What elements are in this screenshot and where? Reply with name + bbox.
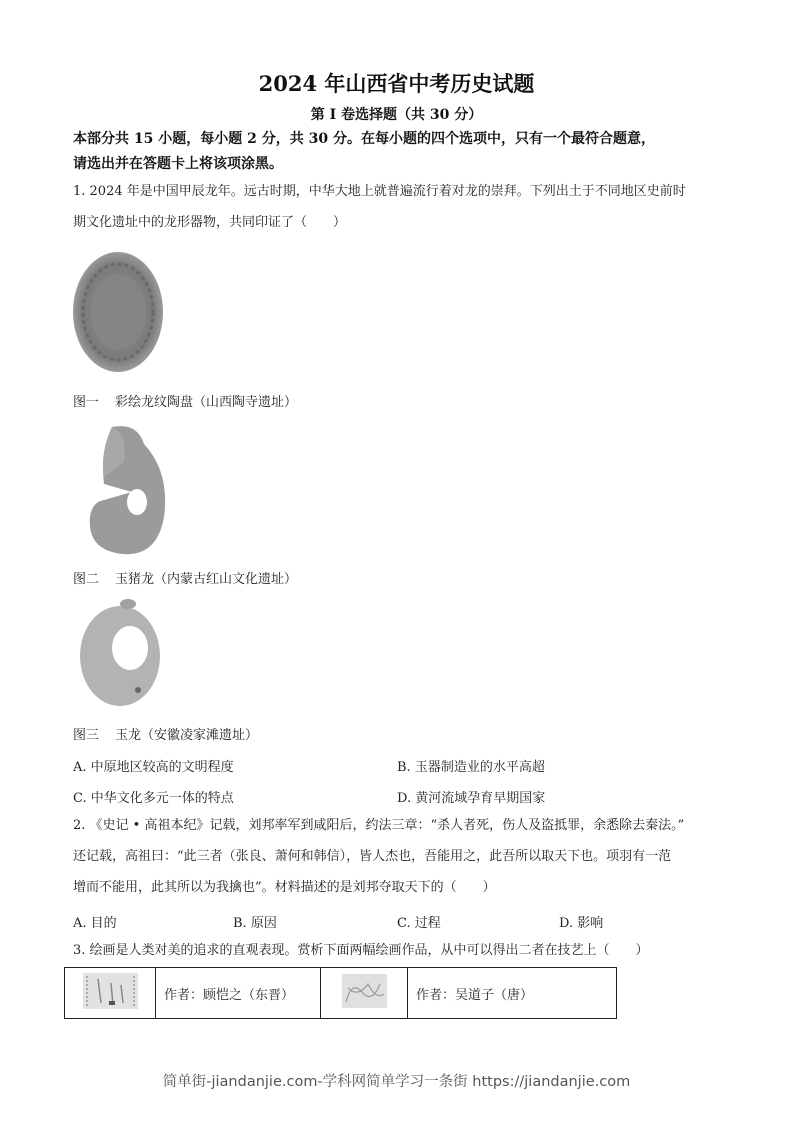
painted-dragon-pottery-plate-image <box>73 248 163 376</box>
q3-stem: 3. 绘画是人类对美的追求的直观表现。赏析下面两幅绘画作品，从中可以得出二者在技艺上（ ） <box>73 943 649 958</box>
footer-watermark: 简单街-jiandanjie.com-学科网简单学习一条街 https://jiandanjie.com <box>162 1074 631 1090</box>
q2-option-c[interactable] <box>397 912 441 931</box>
q2-option-c-label: C. <box>397 916 411 931</box>
q1-stem-line-2: 期文化遗址中的龙形器物，共同印证了（ ） <box>73 215 347 230</box>
figure-3-text: 玉龙（安徽凌家滩遗址） <box>115 728 259 743</box>
figure-2-caption <box>73 568 297 587</box>
q2-option-d-label: D. <box>559 916 574 931</box>
q1-option-a-label: A. <box>73 760 87 775</box>
gu-kaizhi-painting-cell <box>65 968 156 1019</box>
q2-option-d[interactable] <box>559 912 603 931</box>
wu-daozi-author: 作者：吴道子（唐） <box>416 987 534 1003</box>
figure-1-text: 彩绘龙纹陶盘（山西陶寺遗址） <box>115 395 298 410</box>
jade-dragon-ring-image <box>78 598 168 710</box>
gu-kaizhi-painting-image <box>83 973 138 1009</box>
q1-option-b-text: 玉器制造业的水平高超 <box>414 760 545 775</box>
section-subtitle: 第 I 卷选择题（共 30 分） <box>310 107 483 123</box>
figure-2-number: 图二 <box>73 572 100 587</box>
q2-option-a[interactable] <box>73 912 117 931</box>
figure-1-number: 图一 <box>73 395 100 410</box>
wu-daozi-painting-image <box>342 974 387 1008</box>
q2-option-b[interactable] <box>233 912 277 931</box>
q2-stem-line-1: 2. 《史记 • 高祖本纪》记载，刘邦率军到咸阳后，约法三章：“杀人者死，伤人及盗抵罪，余悉除去秦法。” <box>73 818 685 833</box>
q1-option-c[interactable] <box>73 787 234 806</box>
q2-stem-line-3: 增而不能用，此其所以为我擒也”。材料描述的是刘邦夺取天下的（ ） <box>73 880 496 895</box>
figure-1-caption <box>73 391 297 410</box>
paintings-table <box>64 967 617 1019</box>
q1-option-b-label: B. <box>397 760 411 775</box>
instructions-line-1: 本部分共 15 小题，每小题 2 分，共 30 分。在每小题的四个选项中，只有一个最符合题意， <box>73 131 655 147</box>
gu-kaizhi-author: 作者：顾恺之（东晋） <box>164 987 295 1003</box>
q1-option-a[interactable] <box>73 756 234 775</box>
q2-option-b-label: B. <box>233 916 247 931</box>
q2-option-c-text: 过程 <box>414 916 441 931</box>
q2-option-d-text: 影响 <box>577 916 604 931</box>
q2-option-b-text: 原因 <box>250 916 277 931</box>
q1-option-b[interactable] <box>397 756 545 775</box>
instructions-line-2: 请选出并在答题卡上将该项涂黑。 <box>73 156 283 172</box>
q1-option-c-label: C. <box>73 791 87 806</box>
gu-kaizhi-author-cell <box>156 968 321 1019</box>
figure-3-number: 图三 <box>73 728 100 743</box>
wu-daozi-painting-cell <box>321 968 408 1019</box>
q1-option-c-text: 中华文化多元一体的特点 <box>90 791 234 806</box>
q1-option-d-label: D. <box>397 791 412 806</box>
page-title: 2024 年山西省中考历史试题 <box>258 71 535 96</box>
jade-pig-dragon-image <box>82 422 172 560</box>
figure-3-caption <box>73 724 258 743</box>
wu-daozi-author-cell <box>408 968 617 1019</box>
q2-option-a-text: 目的 <box>90 916 117 931</box>
q1-option-a-text: 中原地区较高的文明程度 <box>90 760 234 775</box>
q2-stem-line-2: 还记载，高祖曰：“此三者（张良、萧何和韩信），皆人杰也，吾能用之，此吾所以取天下也。项羽有一范 <box>73 849 672 864</box>
q1-option-d[interactable] <box>397 787 545 806</box>
figure-2-text: 玉猪龙（内蒙古红山文化遗址） <box>115 572 298 587</box>
q1-option-d-text: 黄河流域孕育早期国家 <box>415 791 546 806</box>
q2-option-a-label: A. <box>73 916 87 931</box>
q1-stem-line-1: 1. 2024 年是中国甲辰龙年。远古时期，中华大地上就普遍流行着对龙的崇拜。下列出土于不同地区史前时 <box>73 184 686 199</box>
